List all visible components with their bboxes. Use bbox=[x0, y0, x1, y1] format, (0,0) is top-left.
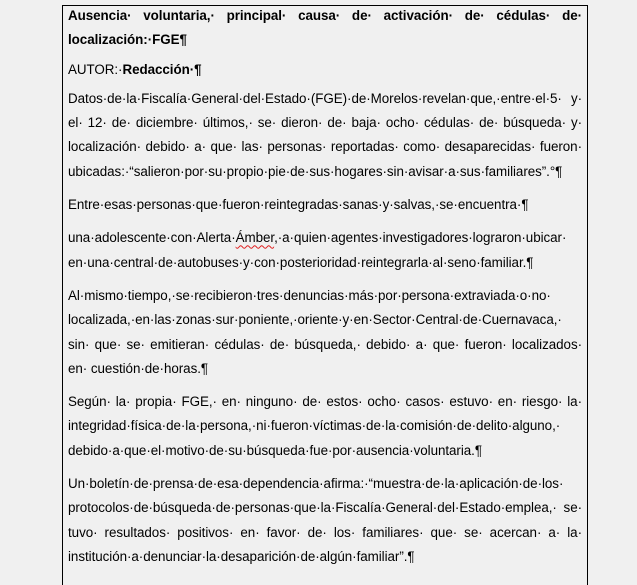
paragraph-press-bulletin[interactable]: Un·boletín·de·prensa·de·esa·dependencia·afirma:·“muestra·de·la·aplicación·de·los· protocolos·de·búsqueda·de·personas·que·la·Fiscalía·General·del·Estado·emplea,· se· tuvo· resultados· positivos· en· favor· de· los· familiares· que· se· acercan· a· la· institución·a·denunciar·la·desaparición·de·algún·familiar”.¶ bbox=[68, 476, 582, 564]
paragraph-amber-alert[interactable] bbox=[68, 226, 582, 275]
author-name: Redacción·¶ bbox=[122, 61, 202, 77]
paragraph-fge-data[interactable]: Datos·de·la·Fiscalía·General·del·Estado·(FGE)·de·Morelos·revelan·que,·entre·el·5· y· el· 12· de· diciembre· últimos,· se· dieron· de· baja· ocho· cédulas· de· búsqueda· y· localización· debido· a· que· las· personas· reportadas· como· desaparecidas· fueron· ubicadas:·“salieron·por·su·propio·pie·de·sus·hogares·sin·avisar·a·sus·familiares”.°¶ bbox=[68, 90, 582, 179]
paragraph-reintegrated[interactable]: Entre·esas·personas·que·fueron·reintegradas·sanas·y·salvas,·se·encuentra·¶ bbox=[68, 197, 529, 213]
article-title[interactable]: Ausencia· voluntaria,· principal· causa· de· activación· de· cédulas· de· localización:·FGE¶ bbox=[68, 8, 582, 48]
spellcheck-misspelled-word[interactable]: Ámber bbox=[235, 230, 275, 246]
amber-text-before: una·adolescente·con·Alerta· bbox=[68, 230, 236, 246]
paragraph-fge-statement[interactable]: Según· la· propia· FGE,· en· ninguno· de· estos· ocho· casos· estuvo· en· riesgo· la· integridad·física·de·la·persona,·ni·fueron·víctimas·de·la·comisión·de·delito·alguno,· debido·a·que·el·motivo·de·su·búsqueda·fue·por·ausencia·voluntaria.¶ bbox=[68, 394, 582, 458]
paragraph-complaints[interactable]: Al·mismo·tiempo,·se·recibieron·tres·denuncias·más·por·persona·extraviada·o·no· localizada,·en·las·zonas·sur·poniente,·oriente·y·en·Sector·Central·de·Cuernavaca,· sin· que· se· emitieran· cédulas· de· búsqueda,· debido· a· que· fueron· localizados· en· cuestión·de·horas.¶ bbox=[68, 287, 582, 376]
amber-text-after: ,·a·quien·agentes·investigadores·lograron·ubicar· en·una·central·de·autobuses·y·con·posterioridad·reintegrarla·al·seno·familiar.¶ bbox=[68, 230, 567, 270]
document-text-box[interactable] bbox=[62, 5, 588, 585]
author-label: AUTOR:· bbox=[68, 61, 123, 77]
author-line[interactable] bbox=[68, 58, 582, 82]
